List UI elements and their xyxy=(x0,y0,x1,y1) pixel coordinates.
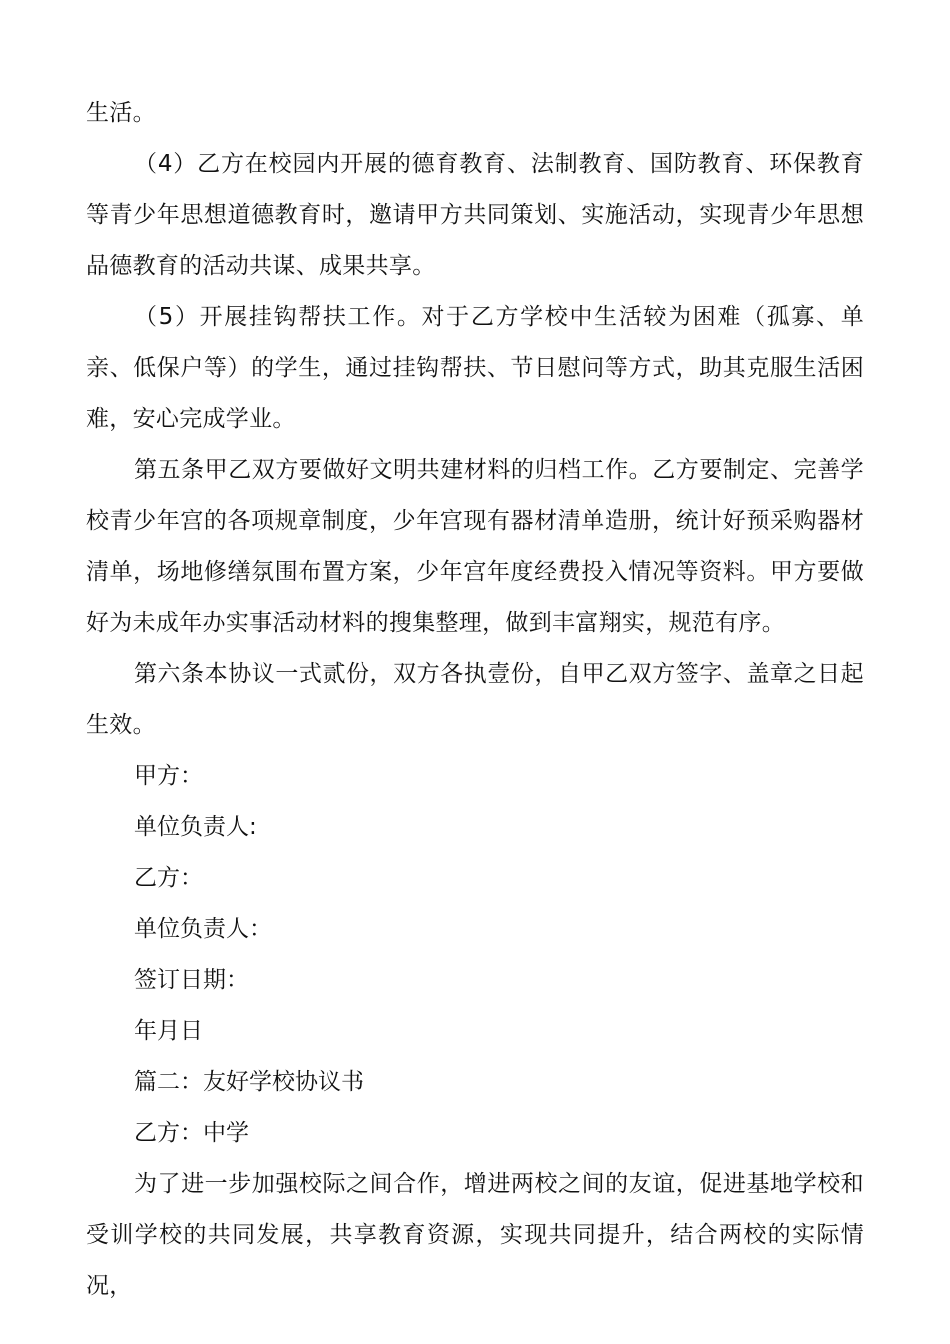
party-b-representative-label: 单位负责人： xyxy=(134,916,272,942)
paragraph-item-5: （5）开展挂钩帮扶工作。对于乙方学校中生活较为困难（孤寡、单亲、低保户等）的学生，通过挂钩帮扶、节日慰问等方式，助其克服生活困难，安心完成学业。 xyxy=(86,304,864,432)
party-a-label: 甲方： xyxy=(134,763,203,789)
paragraph-article-5: 第五条甲乙双方要做好文明共建材料的归档工作。乙方要制定、完善学校青少年宫的各项规章制度，少年宫现有器材清单造册，统计好预采购器材清单，场地修缮氛围布置方案，少年宫年度经费投入情况等资料。甲方要做好为未成年办实事活动材料的搜集整理，做到丰富翔实，规范有序。 xyxy=(86,457,864,636)
paragraph-article-6: 第六条本协议一式贰份，双方各执壹份，自甲乙双方签字、盖章之日起生效。 xyxy=(86,661,864,738)
signing-date-label: 签订日期： xyxy=(134,967,249,993)
paragraph-item-4: （4）乙方在校园内开展的德育教育、法制教育、国防教育、环保教育等青少年思想道德教育时，邀请甲方共同策划、实施活动，实现青少年思想品德教育的活动共谋、成果共享。 xyxy=(86,151,864,279)
paragraph-continuation: 生活。 xyxy=(86,100,156,126)
party-b-label: 乙方： xyxy=(134,865,203,891)
party-b-school-label: 乙方：中学 xyxy=(134,1120,249,1146)
paragraph-preamble: 为了进一步加强校际之间合作，增进两校之间的友谊，促进基地学校和受训学校的共同发展，共享教育资源，实现共同提升，结合两校的实际情况， xyxy=(86,1171,864,1299)
party-a-representative-label: 单位负责人: xyxy=(134,814,257,840)
section-two-heading: 篇二：友好学校协议书 xyxy=(134,1069,364,1095)
date-placeholder: 年月日 xyxy=(134,1018,203,1044)
